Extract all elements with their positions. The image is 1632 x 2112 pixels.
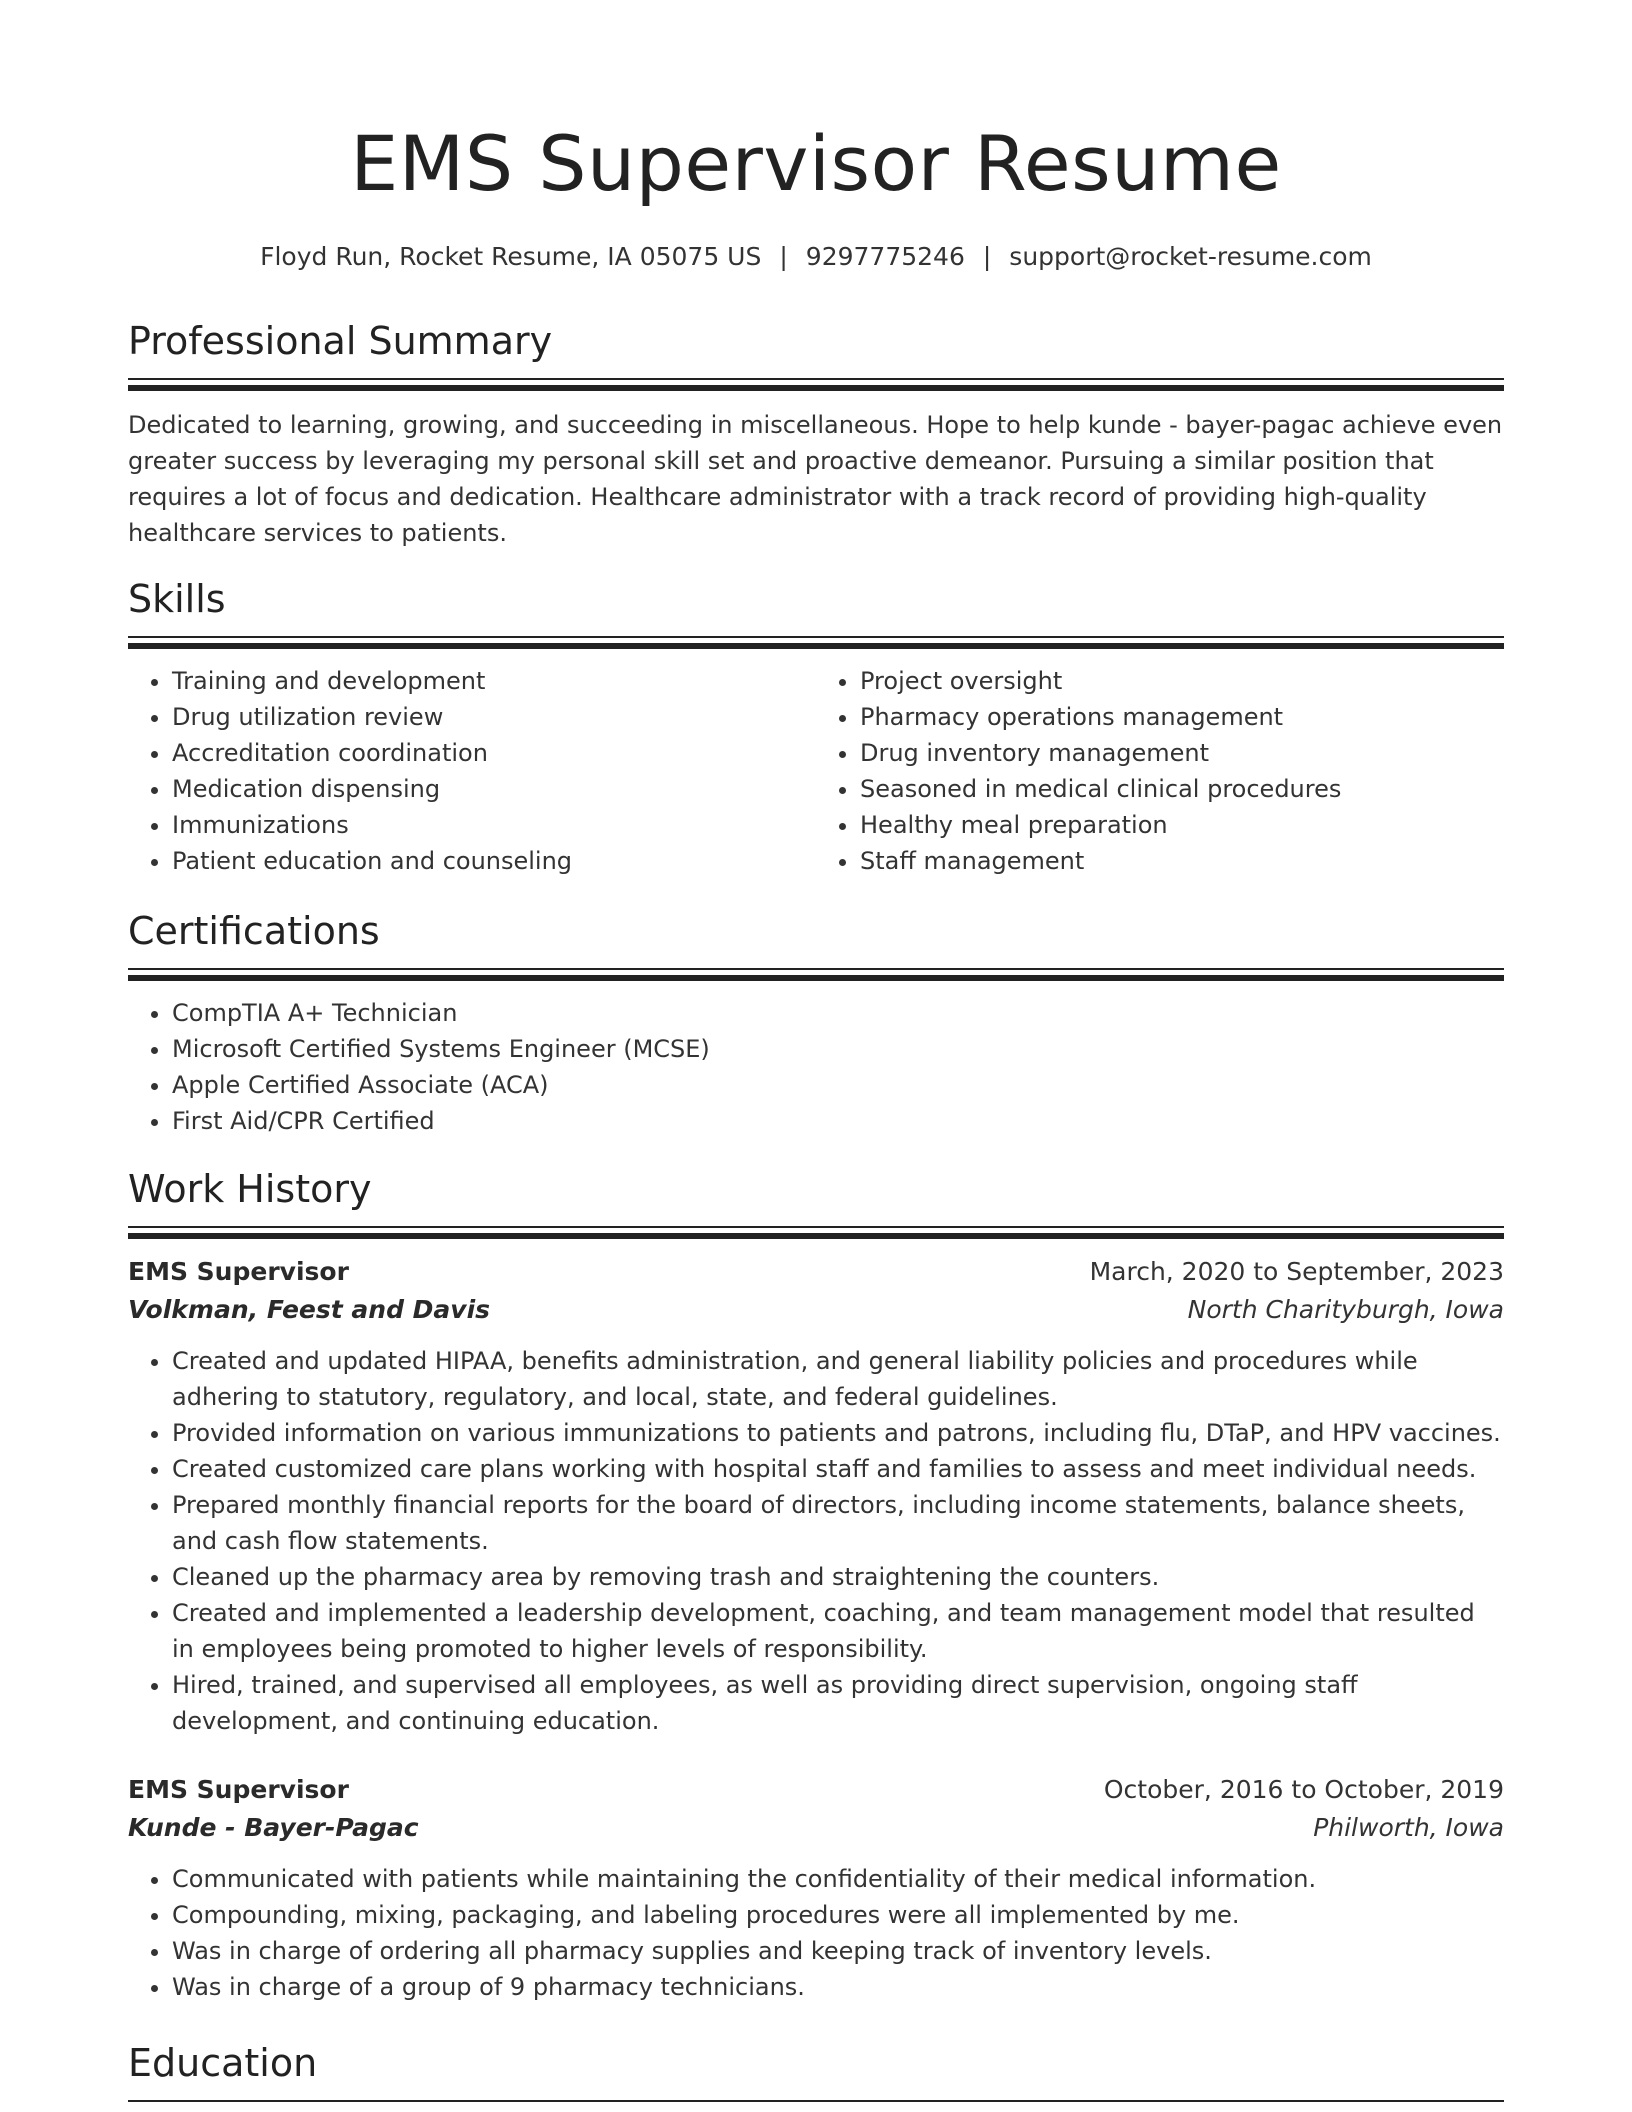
contact-address: Floyd Run, Rocket Resume, IA 05075 US [260, 242, 762, 271]
job-header [128, 1771, 1504, 1809]
summary-text: Dedicated to learning, growing, and succeeding in miscellaneous. Hope to help kunde - bayer-pagac achieve even greater success by leveraging my personal skill set and proactive demeanor. Pursuing a similar position that requires a lot of focus and dedication. Healthcare administrator with a track record of providing high-quality healthcare services to patients. [128, 411, 1503, 547]
skill-item: • Drug utilization review [172, 699, 816, 735]
job-location: North Charityburgh, Iowa [1187, 1295, 1504, 1324]
job-bullet-list [128, 1861, 1504, 2005]
section-divider [128, 968, 1504, 970]
skill-item: • Medication dispensing [172, 771, 816, 807]
certification-item: • First Aid/CPR Certified [172, 1103, 1504, 1139]
job-bullet: • Prepared monthly financial reports for the board of directors, including income statements, balance sheets, and cash flow statements. [172, 1487, 1504, 1559]
job-location: Philworth, Iowa [1313, 1813, 1504, 1842]
certifications-list [128, 995, 1504, 1139]
section-divider [128, 2100, 1504, 2102]
job-header [128, 1253, 1504, 1291]
skill-item: • Immunizations [172, 807, 816, 843]
job-entry [128, 1771, 1504, 2005]
contact-separator: | [779, 242, 788, 271]
job-dates: October, 2016 to October, 2019 [1103, 1775, 1504, 1804]
job-bullet: • Cleaned up the pharmacy area by removing trash and straightening the counters. [172, 1559, 1504, 1595]
education-section [128, 2040, 1504, 2102]
section-divider [128, 378, 1504, 380]
section-divider [128, 636, 1504, 638]
section-divider-thick [128, 1233, 1504, 1239]
skill-item: • Accreditation coordination [172, 735, 816, 771]
certifications-heading: Certifications [128, 909, 380, 953]
job-bullet-list [128, 1343, 1504, 1739]
section-divider [128, 1226, 1504, 1228]
job-bullet: • Created customized care plans working with hospital staff and families to assess and meet individual needs. [172, 1451, 1504, 1487]
skills-list-left [128, 663, 816, 879]
job-bullet: • Compounding, mixing, packaging, and labeling procedures were all implemented by me. [172, 1897, 1504, 1933]
contact-email: support@rocket-resume.com [1009, 242, 1372, 271]
skills-heading: Skills [128, 577, 226, 621]
job-title: EMS Supervisor [128, 1775, 349, 1804]
contact-separator: | [982, 242, 992, 271]
certification-item: • CompTIA A+ Technician [172, 995, 1504, 1031]
certifications-section [128, 908, 1504, 1139]
skill-item: • Patient education and counseling [172, 843, 816, 879]
job-bullet: • Was in charge of a group of 9 pharmacy technicians. [172, 1969, 1504, 2005]
job-bullet: • Provided information on various immunizations to patients and patrons, including flu, DTaP, and HPV vaccines. [172, 1415, 1504, 1451]
contact-line [128, 241, 1504, 273]
section-divider-thick [128, 385, 1504, 391]
job-bullet: • Created and updated HIPAA, benefits administration, and general liability policies and procedures while adhering to statutory, regulatory, and local, state, and federal guidelines. [172, 1343, 1504, 1415]
section-divider-thick [128, 975, 1504, 981]
skill-item: • Staff management [860, 843, 1504, 879]
job-bullet: • Communicated with patients while maintaining the confidentiality of their medical information. [172, 1861, 1504, 1897]
skill-item: • Drug inventory management [860, 735, 1504, 771]
page-title: EMS Supervisor Resume [350, 119, 1282, 208]
job-subheader [128, 1291, 1504, 1329]
job-company: Volkman, Feest and Davis [128, 1295, 491, 1324]
skills-section [128, 576, 1504, 879]
skill-item: • Healthy meal preparation [860, 807, 1504, 843]
summary-heading: Professional Summary [128, 319, 553, 363]
job-bullet: • Created and implemented a leadership development, coaching, and team management model that resulted in employees being promoted to higher levels of responsibility. [172, 1595, 1504, 1667]
job-subheader [128, 1809, 1504, 1847]
skills-list-right [816, 663, 1504, 879]
education-heading: Education [128, 2041, 318, 2085]
section-divider-thick [128, 643, 1504, 649]
skill-item: • Project oversight [860, 663, 1504, 699]
skill-item: • Training and development [172, 663, 816, 699]
skills-columns [128, 663, 1504, 879]
summary-section [128, 318, 1504, 551]
job-entry [128, 1253, 1504, 1739]
certification-item: • Apple Certified Associate (ACA) [172, 1067, 1504, 1103]
certification-item: • Microsoft Certified Systems Engineer (MCSE) [172, 1031, 1504, 1067]
work-history-section [128, 1166, 1504, 2005]
job-company: Kunde - Bayer-Pagac [128, 1813, 419, 1842]
job-title: EMS Supervisor [128, 1257, 349, 1286]
skill-item: • Seasoned in medical clinical procedures [860, 771, 1504, 807]
job-bullet: • Hired, trained, and supervised all employees, as well as providing direct supervision, ongoing staff development, and continuing education. [172, 1667, 1504, 1739]
job-dates: March, 2020 to September, 2023 [1089, 1257, 1504, 1286]
contact-phone: 9297775246 [805, 242, 965, 271]
skill-item: • Pharmacy operations management [860, 699, 1504, 735]
job-bullet: • Was in charge of ordering all pharmacy supplies and keeping track of inventory levels. [172, 1933, 1504, 1969]
work-history-heading: Work History [128, 1167, 372, 1211]
